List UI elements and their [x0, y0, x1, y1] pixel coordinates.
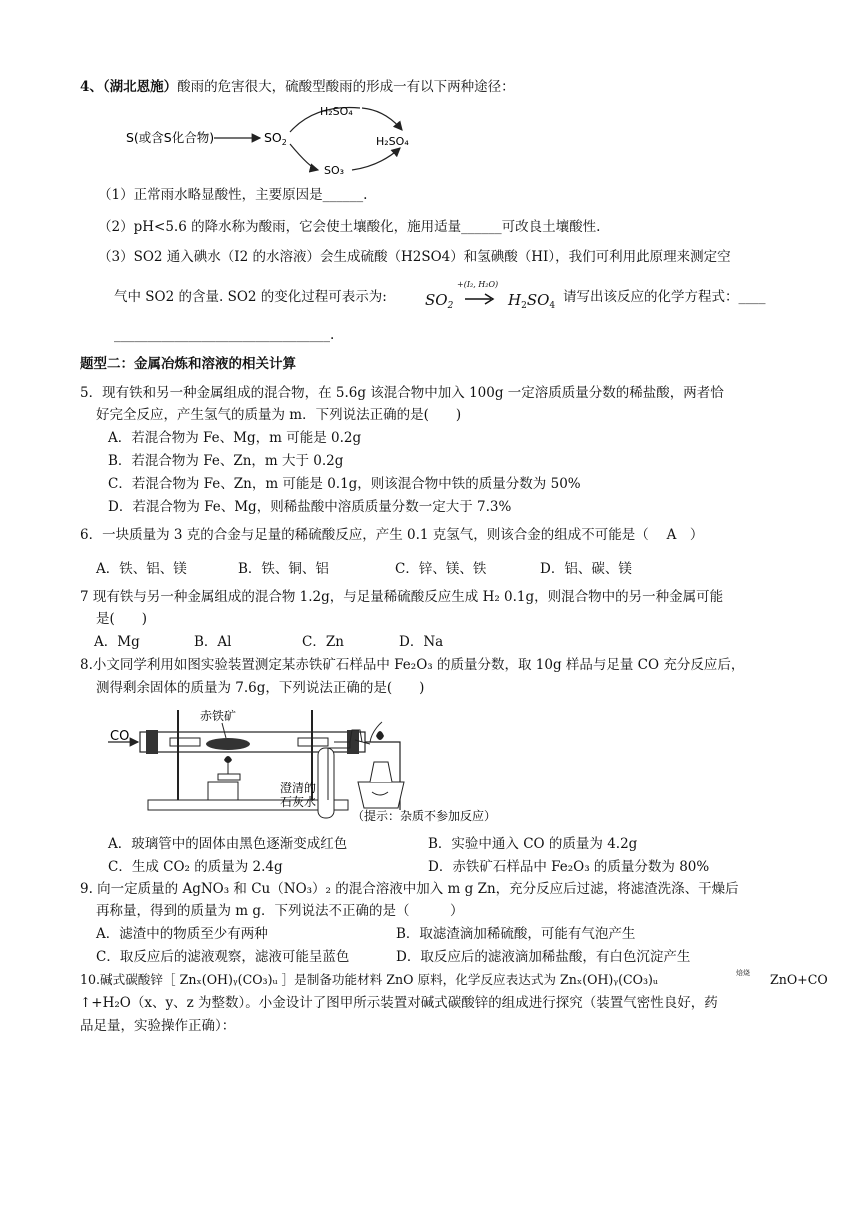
fig-hint: （提示：杂质不参加反应） [352, 809, 497, 823]
fig-burner-top [218, 760, 240, 780]
q8-option-c: C．生成 CO₂ 的质量为 2.4g [108, 859, 283, 875]
q4-formula-h2so4: $H_2SO_4$ [508, 291, 556, 311]
fig-ore-label: 赤铁矿 [200, 709, 237, 723]
fig-burner [208, 782, 238, 800]
q8-option-d: D．赤铁矿石样品中 Fe₂O₃ 的质量分数为 80% [428, 859, 710, 875]
fig-limewater-label1: 澄清的 [280, 781, 317, 795]
q4-answer-blank: ________________________________. [114, 327, 335, 343]
q7-stem-line1: 7 现有铁与另一种金属组成的混合物 1.2g，与足量稀硫酸反应生成 H₂ 0.1g，则混合物中的另一种金属可能 [80, 589, 724, 605]
diagram-bottom-label: SO₃ [324, 164, 345, 177]
q7-option-c: C．Zn [302, 634, 344, 650]
q4-part1: （1）正常雨水略显酸性，主要原因是______. [98, 187, 368, 203]
q8-stem-line1: 8.小文同学利用如图实验装置测定某赤铁矿石样品中 Fe₂O₃ 的质量分数，取 10g 样品与足量 CO 充分反应后， [80, 657, 745, 673]
section-heading: 题型二：金属冶炼和溶液的相关计算 [80, 356, 296, 372]
q9-option-d: D．取反应后的滤液滴加稀盐酸，有白色沉淀产生 [396, 949, 691, 965]
q5-option-d: D．若混合物为 Fe、Mg，则稀盐酸中溶质质量分数一定大于 7.3% [108, 499, 512, 515]
q4-number: 4、 [80, 79, 103, 95]
q4-reaction-arrow-icon [463, 292, 497, 306]
q4-formula-so2: $SO_2$ [425, 291, 454, 311]
q9-option-b: B．取滤渣滴加稀硫酸，可能有气泡产生 [396, 926, 636, 942]
acid-rain-pathway-diagram [110, 100, 430, 180]
q9-option-a: A．滤渣中的物质至少有两种 [96, 926, 268, 942]
q5-stem-line2: 好完全反应，产生氢气的质量为 m．下列说法正确的是( ) [96, 407, 462, 423]
q10-line3: 品足量，实验操作正确）： [80, 1018, 236, 1034]
fig-lamp-neck [370, 762, 392, 782]
q5-option-a: A．若混合物为 Fe、Mg，m 可能是 0.2g [108, 430, 362, 446]
diagram-arc-top-right [362, 108, 402, 130]
q4-part3-line1: （3）SO2 通入碘水（I2 的水溶液）会生成硫酸（H2SO4）和氢碘酸（HI），我们可利用此原理来测定空 [98, 249, 731, 265]
fig-limewater-label2: 石灰水 [280, 795, 317, 809]
fig-co-label: CO [110, 729, 130, 744]
q4-title [80, 78, 515, 96]
q7-option-b: B．Al [194, 634, 232, 650]
q10-line1-end: ZnO+CO [770, 972, 828, 987]
q4-part3-line2 [114, 288, 387, 306]
diagram-right-label: H₂SO₄ [376, 135, 409, 148]
q4-part3-post: 请写出该反应的化学方程式：____ [563, 289, 766, 305]
q4-source: （湖北恩施） [102, 79, 178, 95]
q6-option-b: B．铁、铜、铝 [238, 561, 329, 577]
q10-line2: ↑+H₂O（x、y、z 为整数）。小金设计了图甲所示装置对碱式碳酸锌的组成进行探究（装置气密性良好，药 [80, 995, 718, 1011]
q4-title-text: 酸雨的危害很大，硫酸型酸雨的形成一有以下两种途径： [177, 79, 515, 95]
diagram-top-label: H₂SO₄ [320, 105, 353, 118]
q9-stem-line1: 9. 向一定质量的 AgNO₃ 和 Cu（NO₃）₂ 的混合溶液中加入 m g Zn，充分反应后过滤，将滤渣洗涤、干燥后 [80, 881, 739, 897]
q5-option-b: B．若混合物为 Fe、Zn，m 大于 0.2g [108, 453, 344, 469]
q7-option-a: A．Mg [94, 634, 140, 650]
q7-option-d: D．Na [399, 634, 444, 650]
fig-stopper-left [146, 730, 158, 754]
fig-lamp-flame-icon [376, 731, 384, 740]
q9-option-c: C．取反应后的滤液观察，滤液可能呈蓝色 [96, 949, 350, 965]
diagram-so2-label: $SO_2$ [264, 130, 287, 147]
fig-test-tube [318, 748, 334, 818]
q4-part2: （2）pH<5.6 的降水称为酸雨，它会使土壤酸化，施用适量______可改良土壤酸性. [98, 219, 601, 235]
q5-option-c: C．若混合物为 Fe、Zn，m 可能是 0.1g，则该混合物中铁的质量分数为 50% [108, 476, 581, 492]
q6-option-d: D．铝、碳、镁 [540, 561, 632, 577]
co-reduction-apparatus-figure [100, 700, 570, 830]
diagram-arc-bottom-right [352, 148, 400, 170]
q8-stem-line2: 测得剩余固体的质量为 7.6g，下列说法正确的是( ) [96, 680, 425, 696]
q10-condition: 焙烧 [736, 969, 750, 977]
q6-stem: 6．一块质量为 3 克的合金与足量的稀硫酸反应，产生 0.1 克氢气，则该合金的组成不可能是（ A ） [80, 527, 704, 543]
q9-stem-line2: 再称量，得到的质量为 m g．下列说法不正确的是（ ） [96, 903, 464, 919]
q4-reaction-condition: +(I₂, H₂O) [457, 280, 499, 289]
q8-option-a: A．玻璃管中的固体由黑色逐渐变成红色 [108, 836, 348, 852]
q6-option-c: C．锌、镁、铁 [395, 561, 487, 577]
q4-part3-pre: 气中 SO2 的含量. SO2 的变化过程可表示为: [114, 289, 387, 305]
q10-line1-text: 10.碱式碳酸锌［ Znₓ(OH)ᵧ(CO₃)ᵤ ］是制备功能材料 ZnO 原料，化学反应表达式为 Znₓ(OH)ᵧ(CO₃)ᵤ [80, 972, 658, 987]
q6-option-a: A．铁、铝、镁 [96, 561, 187, 577]
fig-ore-sample [206, 738, 250, 750]
fig-flame-icon [224, 756, 232, 763]
diagram-start-label: S(或含S化合物) [126, 130, 215, 145]
q7-stem-line2: 是( ) [96, 611, 148, 627]
diagram-arc-bottom-left [290, 144, 318, 170]
q8-option-b: B．实验中通入 CO 的质量为 4.2g [428, 836, 638, 852]
q10-line1 [80, 971, 658, 989]
q5-stem-line1: 5．现有铁和另一种金属组成的混合物，在 5.6g 该混合物中加入 100g 一定溶质质量分数的稀盐酸，两者恰 [80, 385, 724, 401]
